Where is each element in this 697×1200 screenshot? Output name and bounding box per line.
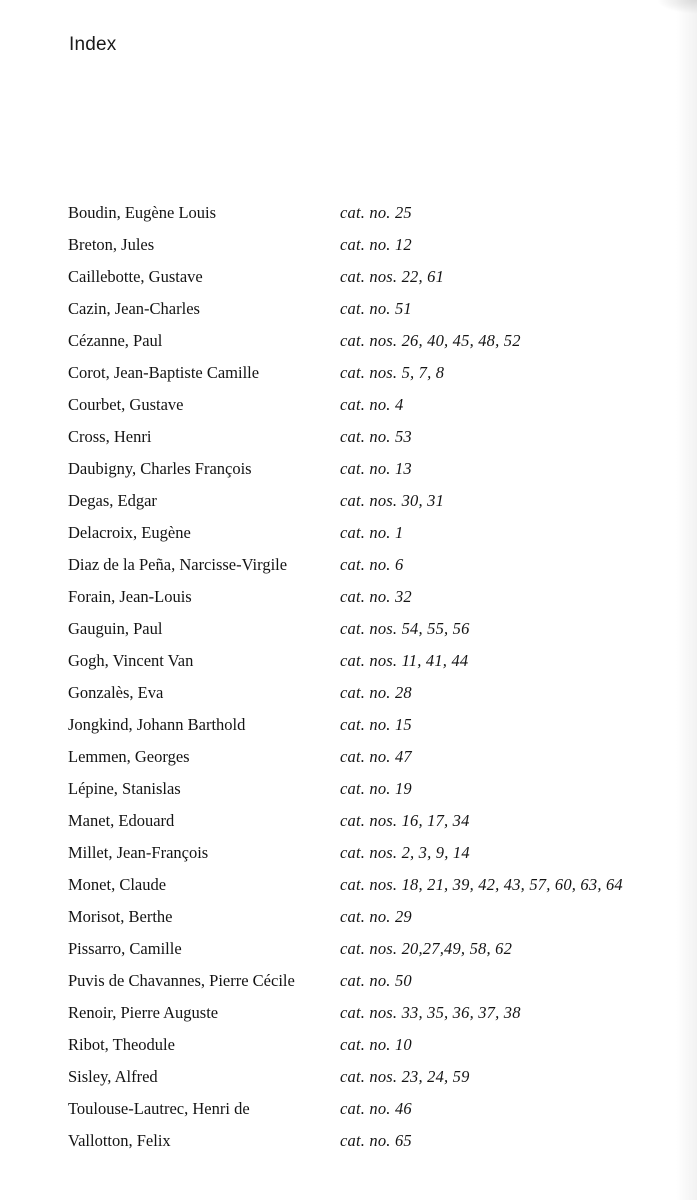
- catalogue-reference: cat. nos. 23, 24, 59: [340, 1067, 470, 1086]
- catalogue-reference: cat. no. 47: [340, 747, 412, 766]
- catalogue-reference: cat. no. 65: [340, 1131, 412, 1150]
- index-entry: [0, 935, 697, 967]
- index-entry: [0, 487, 697, 519]
- artist-name: Lemmen, Georges: [68, 747, 190, 766]
- index-entry: [0, 1063, 697, 1095]
- catalogue-reference: cat. no. 4: [340, 395, 404, 414]
- artist-name: Pissarro, Camille: [68, 939, 182, 958]
- index-entry: [0, 455, 697, 487]
- artist-name: Courbet, Gustave: [68, 395, 184, 414]
- index-entry: [0, 583, 697, 615]
- artist-name: Ribot, Theodule: [68, 1035, 175, 1054]
- artist-name: Puvis de Chavannes, Pierre Cécile: [68, 971, 295, 990]
- catalogue-reference: cat. no. 1: [340, 523, 404, 542]
- catalogue-reference: cat. nos. 20,27,49, 58, 62: [340, 939, 513, 958]
- artist-name: Manet, Edouard: [68, 811, 175, 830]
- catalogue-reference: cat. nos. 33, 35, 36, 37, 38: [340, 1003, 521, 1022]
- catalogue-reference: cat. no. 51: [340, 299, 412, 318]
- index-entry: [0, 295, 697, 327]
- catalogue-reference: cat. nos. 26, 40, 45, 48, 52: [340, 331, 521, 350]
- artist-name: Delacroix, Eugène: [68, 523, 191, 542]
- artist-name: Morisot, Berthe: [68, 907, 173, 926]
- catalogue-reference: cat. nos. 30, 31: [340, 491, 445, 510]
- artist-name: Boudin, Eugène Louis: [68, 203, 217, 222]
- index-entry: [0, 519, 697, 551]
- artist-name: Daubigny, Charles François: [68, 459, 252, 478]
- catalogue-reference: cat. no. 50: [340, 971, 412, 990]
- index-entry: [0, 903, 697, 935]
- catalogue-reference: cat. nos. 54, 55, 56: [340, 619, 470, 638]
- index-entry: [0, 839, 697, 871]
- catalogue-reference: cat. no. 12: [340, 235, 412, 254]
- catalogue-reference: cat. no. 19: [340, 779, 412, 798]
- artist-name: Toulouse-Lautrec, Henri de: [68, 1099, 250, 1118]
- index-entry: [0, 263, 697, 295]
- index-entry: [0, 871, 697, 903]
- artist-name: Monet, Claude: [68, 875, 167, 894]
- catalogue-reference: cat. nos. 2, 3, 9, 14: [340, 843, 470, 862]
- catalogue-reference: cat. nos. 16, 17, 34: [340, 811, 470, 830]
- catalogue-reference: cat. no. 53: [340, 427, 412, 446]
- page-corner-shadow: [657, 0, 697, 14]
- artist-name: Millet, Jean-François: [68, 843, 209, 862]
- catalogue-reference: cat. nos. 18, 21, 39, 42, 43, 57, 60, 63, 64: [340, 875, 623, 894]
- artist-name: Forain, Jean-Louis: [68, 587, 192, 606]
- catalogue-reference: cat. no. 6: [340, 555, 404, 574]
- index-entry: [0, 679, 697, 711]
- artist-name: Lépine, Stanislas: [68, 779, 181, 798]
- catalogue-reference: cat. no. 29: [340, 907, 412, 926]
- index-entry: [0, 359, 697, 391]
- index-entry: [0, 551, 697, 583]
- artist-name: Gauguin, Paul: [68, 619, 163, 638]
- index-entry: [0, 999, 697, 1031]
- index-entry: [0, 775, 697, 807]
- index-entry: [0, 743, 697, 775]
- index-entry: [0, 967, 697, 999]
- artist-name: Breton, Jules: [68, 235, 155, 254]
- index-entry: [0, 1031, 697, 1063]
- index-entry: [0, 231, 697, 263]
- index-entry: [0, 647, 697, 679]
- artist-name: Sisley, Alfred: [68, 1067, 158, 1086]
- artist-name: Gonzalès, Eva: [68, 683, 164, 702]
- artist-name: Corot, Jean-Baptiste Camille: [68, 363, 260, 382]
- index-entry: [0, 1095, 697, 1127]
- index-entry: [0, 711, 697, 743]
- artist-name: Cézanne, Paul: [68, 331, 163, 350]
- index-entry: [0, 423, 697, 455]
- catalogue-reference: cat. nos. 11, 41, 44: [340, 651, 469, 670]
- index-entry: [0, 199, 697, 231]
- artist-name: Cazin, Jean-Charles: [68, 299, 200, 318]
- catalogue-reference: cat. nos. 5, 7, 8: [340, 363, 445, 382]
- catalogue-reference: cat. no. 15: [340, 715, 412, 734]
- catalogue-reference: cat. no. 10: [340, 1035, 412, 1054]
- artist-name: Diaz de la Peña, Narcisse-Virgile: [68, 555, 288, 574]
- artist-name: Cross, Henri: [68, 427, 152, 446]
- catalogue-reference: cat. no. 25: [340, 203, 412, 222]
- index-entry: [0, 807, 697, 839]
- artist-name: Jongkind, Johann Barthold: [68, 715, 246, 734]
- artist-name: Vallotton, Felix: [68, 1131, 171, 1150]
- page-title: Index: [69, 34, 117, 55]
- catalogue-reference: cat. no. 13: [340, 459, 412, 478]
- index-entry: [0, 1127, 697, 1159]
- index-entry: [0, 391, 697, 423]
- artist-name: Renoir, Pierre Auguste: [68, 1003, 219, 1022]
- artist-name: Gogh, Vincent Van: [68, 651, 194, 670]
- index-list: [0, 199, 697, 1159]
- catalogue-reference: cat. no. 46: [340, 1099, 412, 1118]
- artist-name: Caillebotte, Gustave: [68, 267, 203, 286]
- artist-name: Degas, Edgar: [68, 491, 157, 510]
- catalogue-reference: cat. no. 32: [340, 587, 412, 606]
- index-entry: [0, 615, 697, 647]
- catalogue-reference: cat. nos. 22, 61: [340, 267, 445, 286]
- catalogue-reference: cat. no. 28: [340, 683, 412, 702]
- index-entry: [0, 327, 697, 359]
